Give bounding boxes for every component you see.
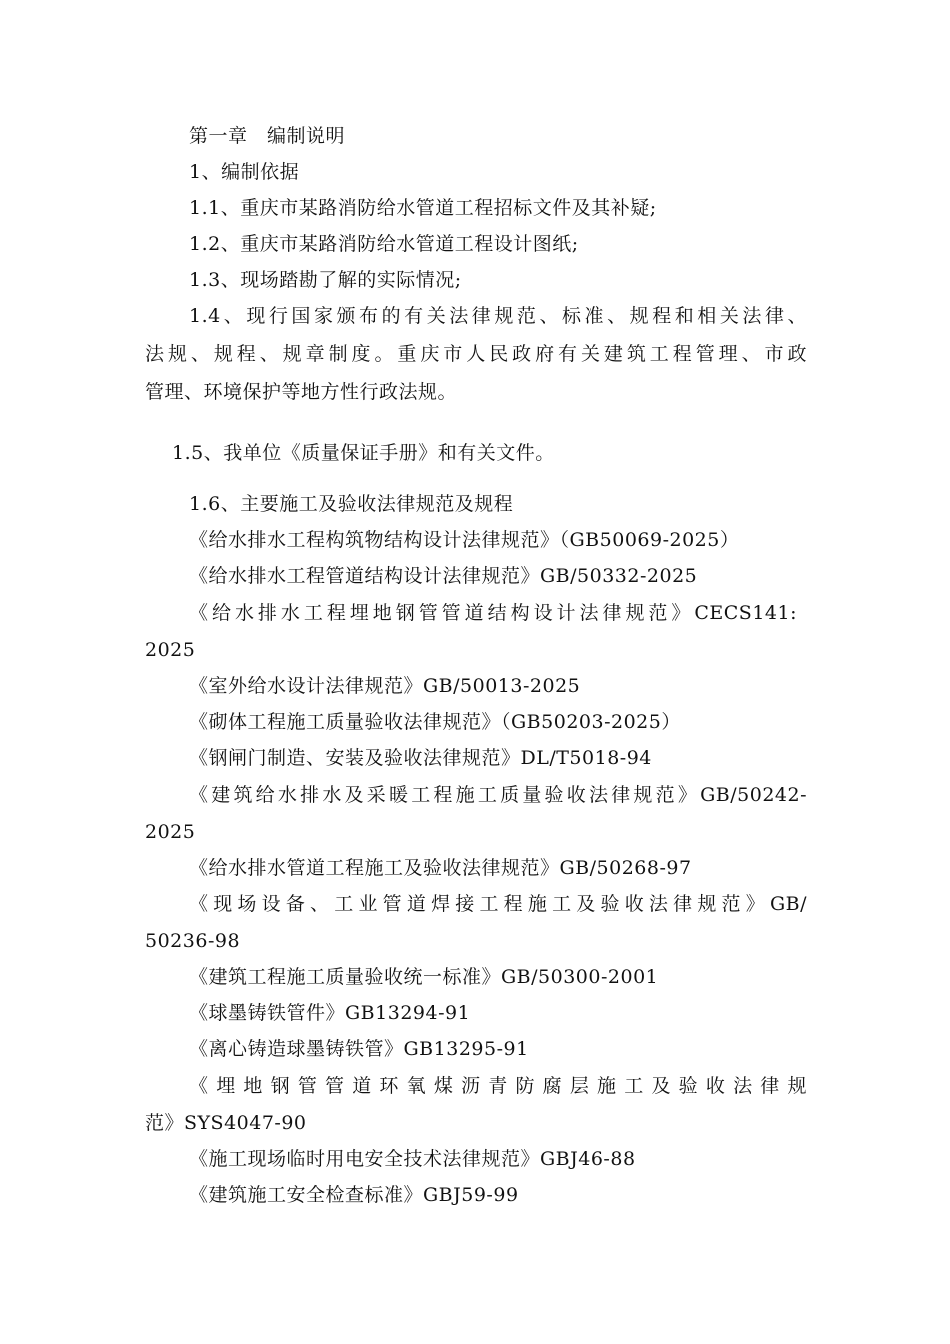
- paragraph-line: 法规、规程、规章制度。重庆市人民政府有关建筑工程管理、市政: [145, 343, 807, 365]
- standard-item: 《施工现场临时用电安全技术法律规范》GBJ46-88: [189, 1148, 636, 1170]
- list-item: 1.2、重庆市某路消防给水管道工程设计图纸;: [189, 233, 579, 255]
- standard-item-continued: 2025: [145, 639, 196, 661]
- standard-item: 《埋地钢管管道环氧煤沥青防腐层施工及验收法律规: [189, 1075, 807, 1097]
- list-item: 1.5、我单位《质量保证手册》和有关文件。: [172, 442, 555, 464]
- paragraph-line: 管理、环境保护等地方性行政法规。: [145, 381, 458, 403]
- standard-item: 《给水排水工程构筑物结构设计法律规范》（GB50069-2025）: [189, 529, 740, 551]
- standard-item: 《室外给水设计法律规范》GB/50013-2025: [189, 675, 581, 697]
- list-item: 1.6、主要施工及验收法律规范及规程: [189, 493, 514, 515]
- standard-item: 《给水排水管道工程施工及验收法律规范》GB/50268-97: [189, 857, 692, 879]
- standard-item-continued: 50236-98: [145, 930, 241, 952]
- standard-item: 《钢闸门制造、安装及验收法律规范》DL/T5018-94: [189, 747, 652, 769]
- chapter-title: 第一章 编制说明: [189, 125, 346, 147]
- standard-item: 《建筑给水排水及采暖工程施工质量验收法律规范》GB/50242-: [189, 784, 807, 806]
- standard-item-continued: 2025: [145, 821, 196, 843]
- standard-item: 《给水排水工程埋地钢管管道结构设计法律规范》CECS141:: [189, 602, 797, 624]
- standard-item: 《建筑施工安全检查标准》GBJ59-99: [189, 1184, 519, 1206]
- standard-item: 《建筑工程施工质量验收统一标准》GB/50300-2001: [189, 966, 659, 988]
- standard-item: 《现场设备、工业管道焊接工程施工及验收法律规范》GB/: [189, 893, 807, 915]
- standard-item-continued: 范》SYS4047-90: [145, 1112, 307, 1134]
- list-item: 1.1、重庆市某路消防给水管道工程招标文件及其补疑;: [189, 197, 657, 219]
- standard-item: 《球墨铸铁管件》GB13294-91: [189, 1002, 471, 1024]
- standard-item: 《离心铸造球墨铸铁管》GB13295-91: [189, 1038, 529, 1060]
- standard-item: 《给水排水工程管道结构设计法律规范》GB/50332-2025: [189, 565, 698, 587]
- section-heading: 1、编制依据: [189, 161, 300, 183]
- list-item: 1.3、现场踏勘了解的实际情况;: [189, 269, 462, 291]
- standard-item: 《砌体工程施工质量验收法律规范》（GB50203-2025）: [189, 711, 681, 733]
- paragraph-line: 1.4、现行国家颁布的有关法律规范、标准、规程和相关法律、: [189, 305, 807, 327]
